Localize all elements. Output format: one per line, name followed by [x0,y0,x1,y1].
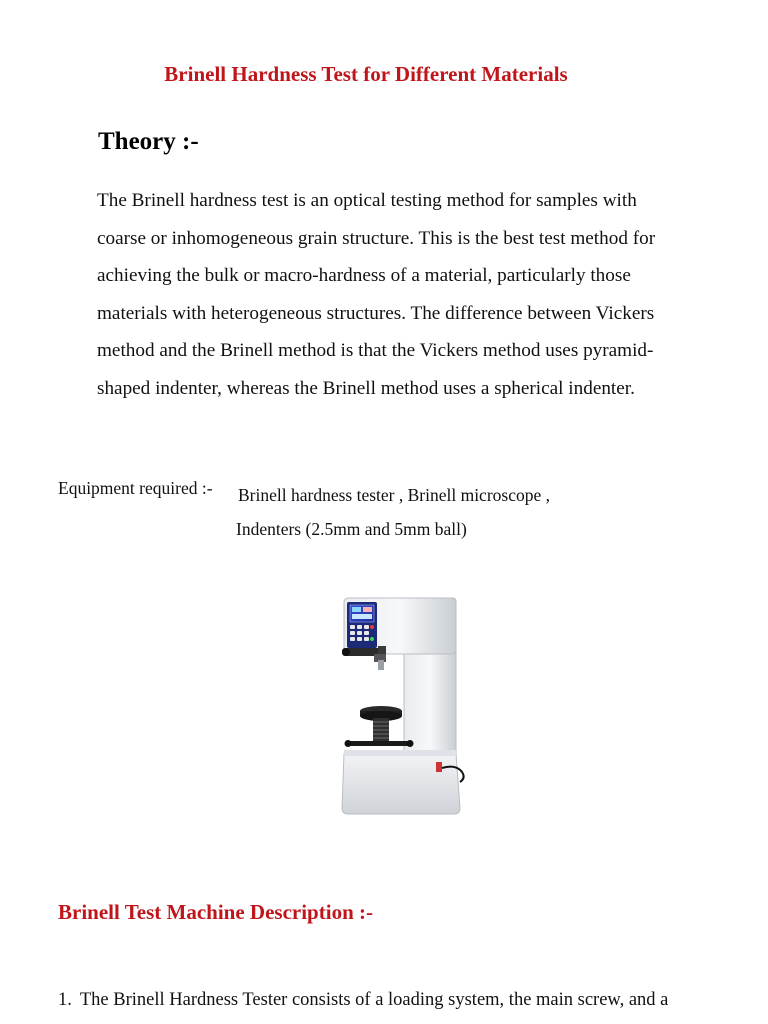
brinell-tester-image [338,594,470,816]
equipment-line: Indenters (2.5mm and 5mm ball) [236,519,467,539]
brinell-hardness-tester-icon [338,594,470,816]
list-item-number: 1. [58,990,72,1010]
theory-line: method and the Brinell method is that the Vickers method uses pyramid- [97,340,654,361]
theory-heading: Theory :- [98,128,199,155]
document-title: Brinell Hardness Test for Different Materials [164,62,568,86]
theory-line: shaped indenter, whereas the Brinell method uses a spherical indenter. [97,377,635,399]
theory-line: coarse or inhomogeneous grain structure. This is the best test method for [97,227,656,249]
equipment-list [238,478,550,546]
list-item [58,990,758,1011]
theory-line: materials with heterogeneous structures. The difference between Vickers [97,302,655,324]
equipment-label: Equipment required :- [58,478,213,498]
theory-paragraph [97,182,717,407]
list-item-text: The Brinell Hardness Tester consists of a loading system, the main screw, and a [79,990,669,1010]
section-heading: Brinell Test Machine Description :- [58,900,373,924]
equipment-line: Brinell hardness tester , Brinell microscope , [238,485,551,505]
theory-line: The Brinell hardness test is an optical testing method for samples with [97,190,637,211]
theory-line: achieving the bulk or macro-hardness of a material, particularly those [97,265,631,286]
